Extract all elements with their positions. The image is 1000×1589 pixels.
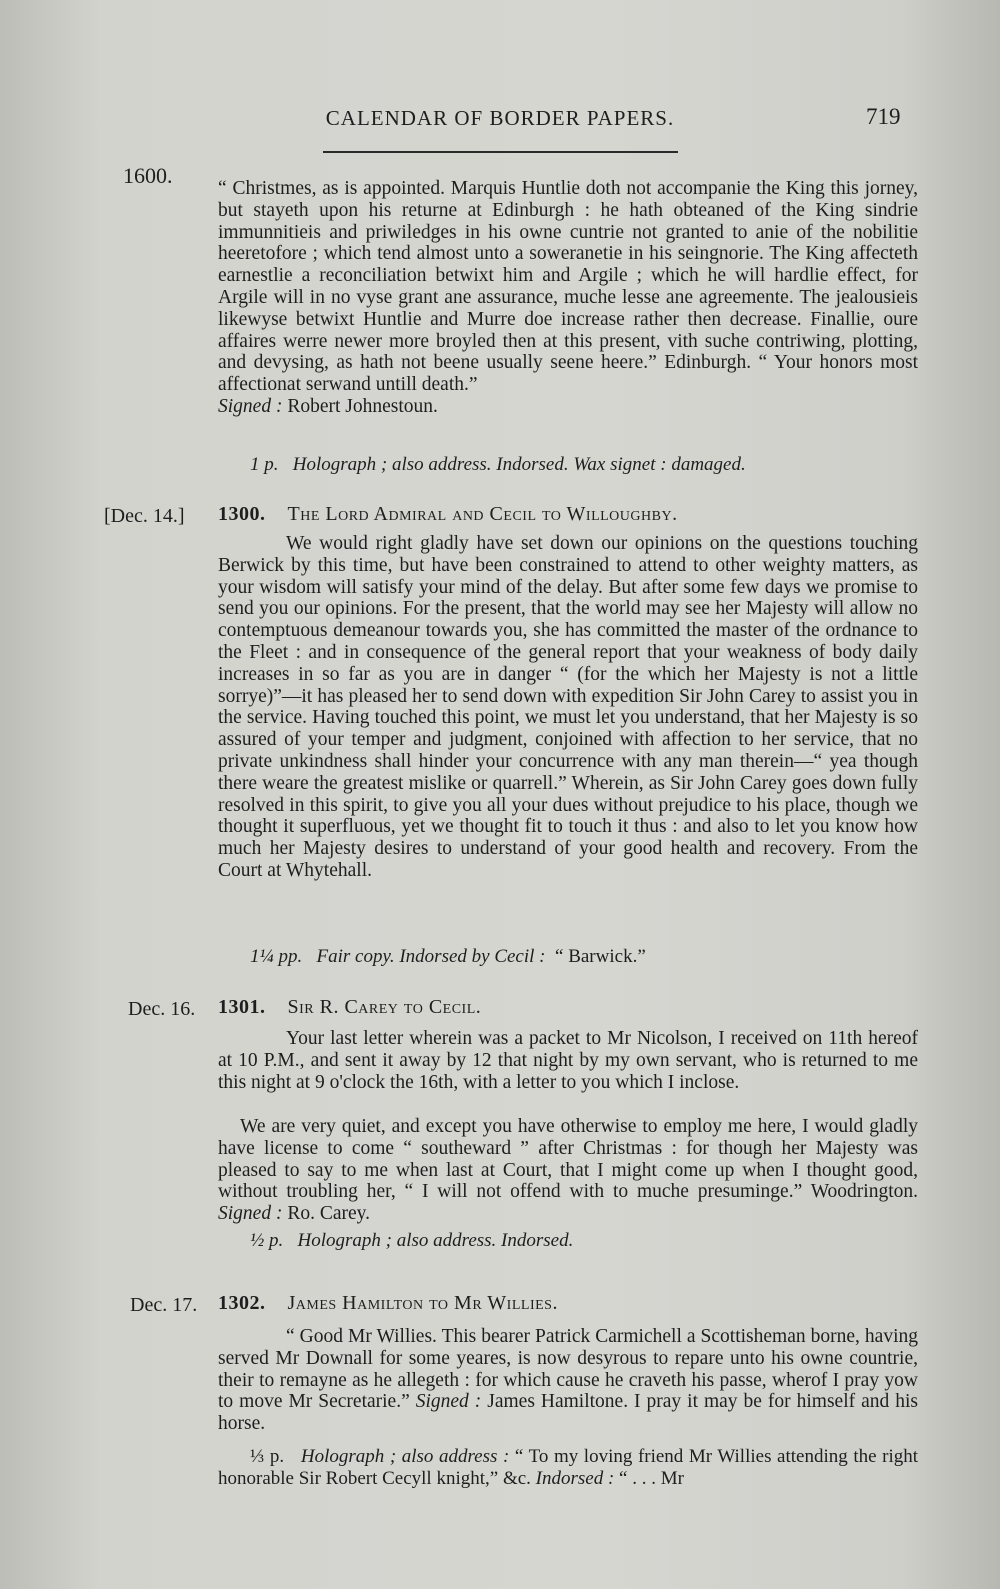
continuation-paragraph	[218, 178, 918, 418]
note-text: Fair copy. Indorsed by Cecil :	[316, 946, 546, 967]
entry-body: Your last letter wherein was a packet to Mr Nicolson, I received on 11th hereof at 10 P.M., and sent it away by 12 that night by my own servant, who is returned to me this night at 9 o'clock the 16th, with a letter to you which I inclose.	[218, 1028, 918, 1093]
entry-body-paragraph	[218, 1326, 918, 1435]
note-pages: ½ p.	[250, 1230, 284, 1251]
page-number: 719	[866, 104, 901, 129]
entry-heading	[218, 996, 481, 1019]
note-end-label: Indorsed :	[535, 1467, 615, 1489]
entry-note	[218, 1446, 918, 1490]
entry-number: 1301.	[218, 996, 266, 1018]
note-end: “ . . . Mr	[619, 1467, 684, 1489]
signed-label: Signed :	[218, 1203, 283, 1225]
entry-date: [Dec. 14.]	[104, 505, 185, 527]
entry-note	[250, 1230, 573, 1252]
signature: Robert Johnestoun.	[287, 395, 438, 417]
running-header-title: CALENDAR OF BORDER PAPERS.	[325, 106, 675, 130]
note-pages: 1 p.	[250, 454, 279, 475]
signed-label: Signed :	[415, 1391, 482, 1413]
entry-number: 1302.	[218, 1292, 266, 1314]
header-rule	[323, 151, 678, 153]
entry-body: “ Good Mr Willies. This bearer Patrick Carmichell a Scottisheman borne, having served Mr Downall for some yeares, is now desyrous to repare unto his owne countrie, their to remayne as he allegeth : for which cause he craveth his passe, wherof I pray yow to move Mr Secretarie.”	[218, 1326, 918, 1413]
entry-note	[250, 946, 646, 968]
entry-title: The Lord Admiral and Cecil to Willoughby.	[287, 503, 678, 525]
note-extra: “ Barwick.”	[555, 946, 646, 967]
signature: Ro. Carey.	[287, 1203, 371, 1225]
entry-title: James Hamilton to Mr Willies.	[287, 1292, 558, 1314]
signed-label: Signed :	[218, 395, 283, 417]
entry-body-tail: James Hamiltone. I pray it may be for himself and his horse.	[218, 1391, 918, 1435]
note-pages: ⅓ p.	[250, 1446, 285, 1467]
entry-date: Dec. 16.	[128, 998, 196, 1020]
note-extra: “ To my loving friend Mr Willies attending the right honorable Sir Robert Cecyll knight,” &c.	[218, 1446, 919, 1489]
continuation-text: “ Christmes, as is appointed. Marquis Huntlie doth not accompanie the King this jorney, but stayeth upon his returne at Edinburgh : he hath obteaned of the King sindrie immunnitieis and priwiledges in his owne cuntrie not granted to anie of the nobilitie heeretofore ; which tend almost unto a soweranetie in his seingnorie. The King affecteth earnestlie a reconciliation betwixt him and Argile ; which he will hardlie effect, for Argile will in no vyse grant ane assurance, muche lesse ane agreemente. The jealousieis likewyse betwixt Huntlie and Murre doe increase rather then decrease. Finallie, oure affaires werre newer more broyled then at this present, vith suche contriwing, plotting, and devysing, as hath not beene usually seene heere.” Edinburgh. “ Your honors most affectionat serwand untill death.”	[218, 178, 918, 396]
continuation-note	[250, 454, 746, 476]
entry-body-second: We are very quiet, and except you have otherwise to employ me here, I would gladly have license to come “ southeward ” after Christmas : for though her Majesty was pleased to say to me when last at Court, that I might come up when I thought good, without troubling her, “ I will not offend with to muche presuminge.” Woodrington.	[218, 1116, 918, 1203]
entry-body: We would right gladly have set down our opinions on the questions touching Berwick by this time, but have been constrained to attend to other weighty matters, as your wisdom will satisfy your mind of the delay. But after some few days we promise to send you our opinions. For the present, that the world may see her Majesty will allow no contemptuous demeanour towards you, she has committed the master of the ordnance to the Fleet : and in consequence of the general report that your weakness of body daily increases in so far as you are in danger “ (for the which her Majesty is not a little sorrye)”—it has pleased her to send down with expedition Sir John Carey to assist you in the service. Having touched this point, we must let you understand, that her Majesty is so assured of your temper and judgment, conjoined with affection to her service, that no private unkindness shall hinder your concurrence with any man therein—“ yea though there weare the greatest mislike or quarrell.” Wherein, as Sir John Carey goes down fully resolved in this spirit, to give you all your dues without prejudice to his place, though we thought it superfluous, yet we thought fit to touch it thus : and also to let you know how much her Majesty desires to understand of your good health and recovery. From the Court at Whytehall.	[218, 533, 918, 881]
note-text: Holograph ; also address. Indorsed.	[297, 1230, 574, 1251]
entry-date: Dec. 17.	[130, 1294, 198, 1316]
entry-heading	[218, 1292, 558, 1315]
entry-title: Sir R. Carey to Cecil.	[287, 996, 482, 1018]
note-pages: 1¼ pp.	[250, 946, 303, 967]
year-marker: 1600.	[123, 163, 173, 188]
entry-heading	[218, 503, 678, 526]
note-text: Holograph ; also address :	[300, 1446, 510, 1467]
note-text: Holograph ; also address. Indorsed. Wax signet : damaged.	[292, 454, 746, 475]
entry-body-paragraph	[218, 1116, 918, 1225]
entry-number: 1300.	[218, 503, 266, 525]
